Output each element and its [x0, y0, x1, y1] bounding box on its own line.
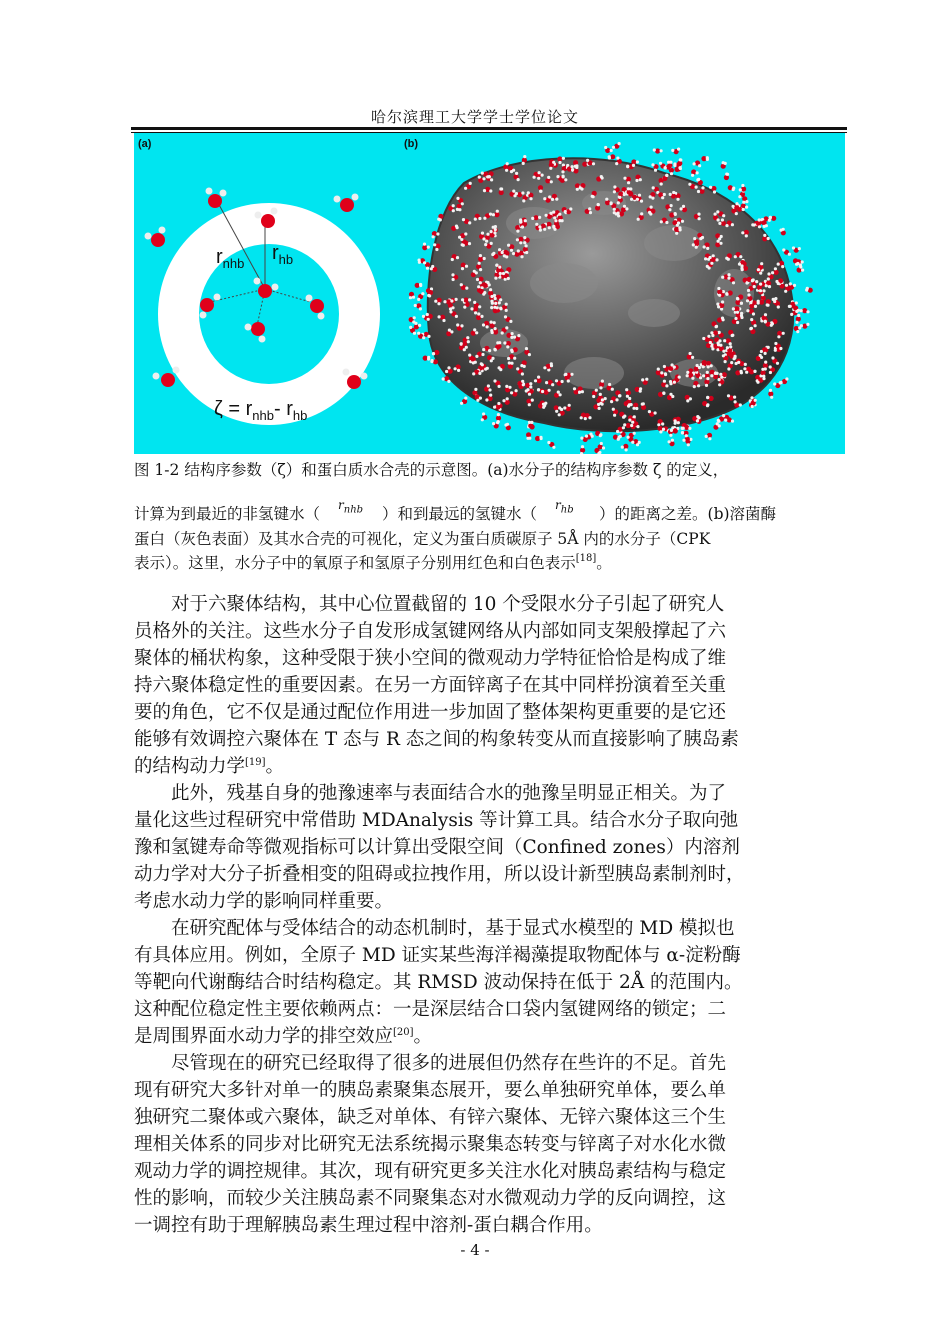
- header-rule-thick: [131, 127, 847, 130]
- paragraph-3-line: 在研究配体与受体结合的动态机制时，基于显式水模型的 MD 模拟也: [134, 918, 735, 939]
- figure-caption-line-4: [134, 553, 850, 573]
- figure-caption-line-3: 蛋白（灰色表面）及其水合壳的可视化，定义为蛋白质碳原子 5Å 内的水分子（CPK: [134, 530, 711, 548]
- caption-line-2-part-a: 计算为到最近的非氢键水（: [134, 505, 321, 523]
- formula-sub-nhb: nhb: [252, 408, 274, 423]
- paragraph-3-line: 有具体应用。例如，全原子 MD 证实某些海洋褐藻提取物配体与 α-淀粉酶: [134, 945, 741, 966]
- page-number: - 4 -: [460, 1241, 490, 1259]
- caption-citation-18: [18]: [575, 553, 597, 564]
- paragraph-1-line: 能够有效调控六聚体在 T 态与 R 态之间的构象转变从而直接影响了胰岛素: [134, 729, 739, 750]
- paragraph-4-line: 性的影响，而较少关注胰岛素不同聚集态对水微观动力学的反向调控，这: [134, 1188, 727, 1209]
- paragraph-1-line: 员格外的关注。这些水分子自发形成氢键网络从内部如同支架般撑起了六: [134, 621, 727, 642]
- citation-20: [20]: [393, 1027, 414, 1038]
- paragraph-1-last-line: [134, 755, 850, 779]
- caption-line-4-end: 。: [596, 554, 612, 572]
- page-header-title: 哈尔滨理工大学学士学位论文: [370, 108, 579, 126]
- panel-b-label: (b): [404, 138, 419, 150]
- figure-1-2: [134, 133, 845, 454]
- paragraph-3-last-line: [134, 1025, 850, 1049]
- paragraph-3-end: 。: [413, 1026, 433, 1047]
- paragraph-4-line: 尽管现在的研究已经取得了很多的进展但仍然存在些许的不足。首先: [134, 1053, 727, 1074]
- paragraph-4-line: 现有研究大多针对单一的胰岛素聚集态展开，要么单独研究单体，要么单: [134, 1080, 727, 1101]
- formula-mid: - r: [273, 398, 293, 420]
- paragraph-2-line: 动力学对大分子折叠相变的阻碍或拉拽作用，所以设计新型胰岛素制剂时，: [134, 864, 745, 885]
- paragraph-1-line: 对于六聚体结构，其中心位置截留的 10 个受限水分子引起了研究人: [134, 594, 725, 615]
- formula-lhs: ζ = r: [214, 398, 253, 420]
- paragraph-4-line: 理相关体系的同步对比研究无法系统揭示聚集态转变与锌离子对水化水微: [134, 1134, 727, 1155]
- paragraph-2-line: 量化这些过程研究中常借助 MDAnalysis 等计算工具。结合水分子取向弛: [134, 810, 739, 831]
- paragraph-3-last-text: 是周围界面水动力学的排空效应: [134, 1026, 394, 1047]
- paragraph-1-end: 。: [265, 756, 285, 777]
- citation-19: [19]: [245, 757, 266, 768]
- paragraph-1-line: 聚体的桶状构象，这种受限于狭小空间的微观动力学特征恰恰是构成了维: [134, 648, 727, 669]
- paragraph-2-line: 此外，残基自身的弛豫速率与表面结合水的弛豫呈明显正相关。为了: [134, 783, 727, 804]
- caption-line-4-text: 表示）。这里，水分子中的氧原子和氢原子分别用红色和白色表示: [134, 554, 576, 572]
- paragraph-3-line: 等靶向代谢酶结合时结构稳定。其 RMSD 波动保持在低于 2Å 的范围内。: [134, 972, 743, 993]
- paragraph-4-line: 独研究二聚体或六聚体，缺乏对单体、有锌六聚体、无锌六聚体这三个生: [134, 1107, 727, 1128]
- paragraph-2-line: 豫和氢键寿命等微观指标可以计算出受限空间（Confined zones）内溶剂: [134, 837, 740, 858]
- panel-a-label: (a): [138, 138, 152, 150]
- paragraph-4-line: 观动力学的调控规律。其次，现有研究更多关注水化对胰岛素结构与稳定: [134, 1161, 727, 1182]
- figure-caption-line-1: 图 1-2 结构序参数（ζ）和蛋白质水合壳的示意图。(a)水分子的结构序参数 ζ 的定义，: [134, 461, 729, 479]
- r-nhb-label: r: [216, 246, 223, 268]
- r-nhb-subscript: nhb: [222, 256, 245, 271]
- caption-line-2-part-b: ）和到最远的氢键水（: [382, 505, 538, 523]
- caption-line-2-part-c: ）的距离之差。(b)溶菌酶: [599, 505, 777, 523]
- paragraph-3-line: 这种配位稳定性主要依赖两点：一是深层结合口袋内氢键网络的锁定；二: [134, 999, 727, 1020]
- paragraph-4-line: 一调控有助于理解胰岛素生理过程中溶剂-蛋白耦合作用。: [134, 1215, 603, 1236]
- paragraph-1-line: 要的角色，它不仅是通过配位作用进一步加固了整体架构更重要的是它还: [134, 702, 727, 723]
- r-hb-subscript: hb: [278, 252, 294, 267]
- formula-sub-hb: hb: [292, 408, 308, 423]
- paragraph-1-line: 持六聚体稳定性的重要因素。在另一方面锌离子在其中同样扮演着至关重: [134, 675, 727, 696]
- r-hb-label: r: [272, 242, 279, 264]
- figure-caption-line-2: 计算为到最近的非氢键水（ $r_{nhb}$ ）和到最远的氢键水（ $r_{hb}$ ）的距离之差。(b)溶菌酶: [134, 498, 777, 523]
- paragraph-1-last-text: 的结构动力学: [134, 756, 246, 777]
- paragraph-2-line: 考虑水动力学的影响同样重要。: [134, 891, 394, 912]
- figure-illustration: [134, 133, 845, 454]
